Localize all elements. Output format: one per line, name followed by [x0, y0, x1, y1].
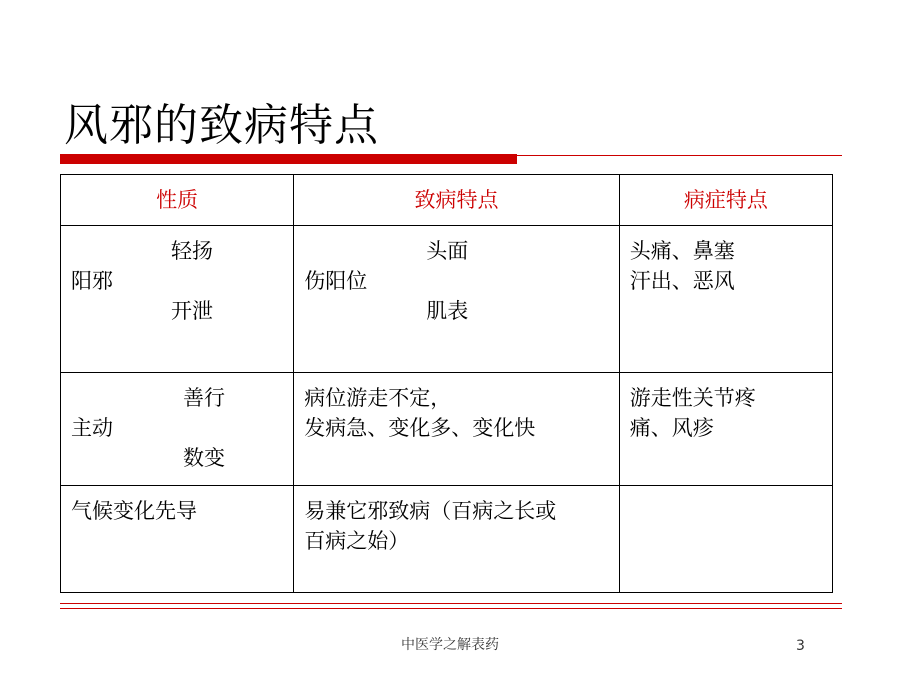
cell-line: 主动: [71, 416, 113, 440]
cell-line: 汗出、恶风: [629, 269, 735, 293]
header-nature: 性质: [61, 175, 294, 226]
table-cell: [61, 373, 294, 486]
cell-line: 善行: [183, 386, 225, 410]
cell-line: 阳邪: [71, 269, 113, 293]
table-cell: [619, 226, 832, 373]
cell-line: 气候变化先导: [71, 499, 197, 523]
slide-title: 风邪的致病特点: [64, 100, 379, 151]
table-row: [61, 486, 833, 593]
table-header-row: [61, 175, 833, 226]
table-cell: [619, 373, 832, 486]
cell-line: 头面: [426, 239, 469, 263]
cell-line: 头痛、鼻塞: [629, 239, 735, 263]
table-row: [61, 373, 833, 486]
footer-rule-bottom: [60, 608, 842, 609]
header-pathogenic-features: 致病特点: [294, 175, 619, 226]
cell-line: 肌表: [426, 299, 469, 323]
header-symptom-features: 病症特点: [619, 175, 832, 226]
cell-line: 易兼它邪致病（百病之长或: [304, 499, 557, 523]
cell-line: 发病急、变化多、变化快: [304, 416, 536, 440]
title-underline-bar: [60, 154, 517, 164]
table-cell-empty: [619, 486, 832, 593]
table-cell: [294, 226, 619, 373]
footer-rule-top: [60, 603, 842, 604]
cell-line: 痛、风疹: [629, 416, 714, 440]
cell-line: 百病之始）: [304, 529, 410, 553]
footer-text: 中医学之解表药: [401, 637, 499, 653]
table-cell: [294, 486, 619, 593]
cell-line: 游走性关节疼: [629, 386, 756, 410]
cell-line: 病位游走不定，: [304, 386, 452, 410]
cell-line: 轻扬: [171, 239, 213, 263]
cell-line: 数变: [183, 446, 225, 470]
characteristics-table: [60, 174, 833, 593]
table-cell: [294, 373, 619, 486]
table-cell: [61, 486, 294, 593]
table-row: [61, 226, 833, 373]
cell-line: 开泄: [171, 299, 213, 323]
cell-line: 伤阳位: [304, 269, 368, 293]
table-cell: [61, 226, 294, 373]
page-number: 3: [796, 638, 805, 654]
